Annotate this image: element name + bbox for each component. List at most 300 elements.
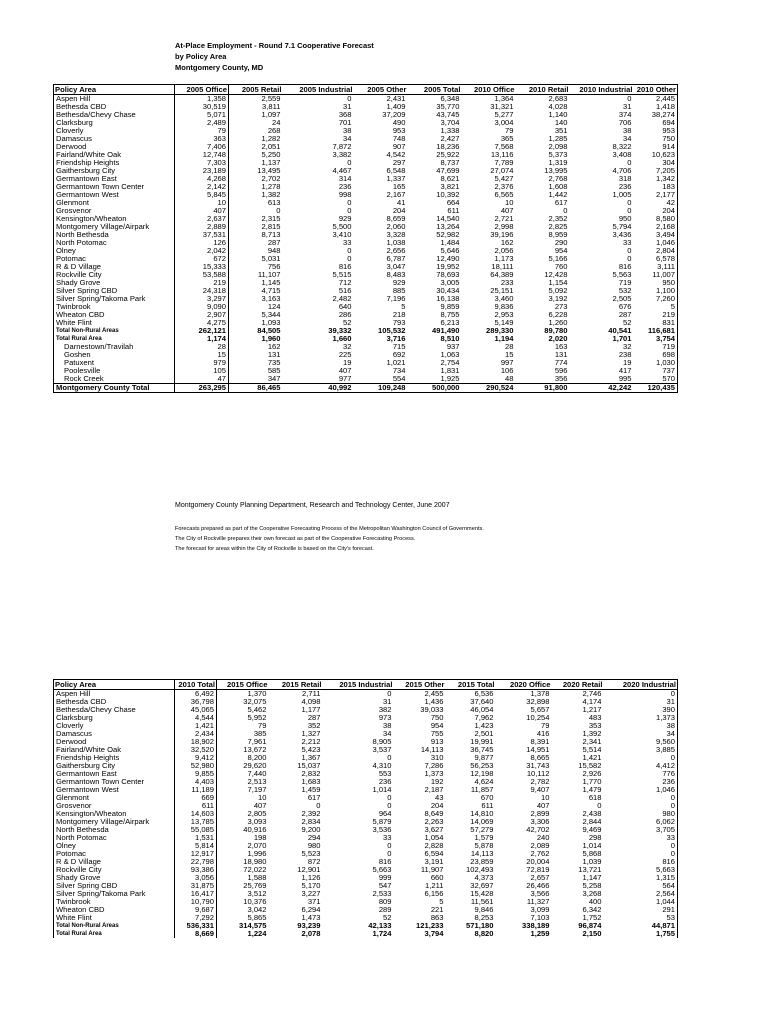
- cell-value: 10,392: [436, 191, 460, 199]
- row-label: Silver Spring/Takoma Park: [54, 295, 175, 303]
- cell-value: 950: [634, 279, 678, 287]
- cell-value: 5,277: [494, 111, 514, 119]
- cell-value: 13,264: [436, 223, 460, 231]
- cell-value: 6,565: [494, 191, 514, 199]
- cell-value: 6,594: [424, 850, 444, 858]
- cell-value: 1,194: [494, 335, 514, 343]
- cell-value: 1,327: [301, 730, 321, 738]
- cell-value: 611: [175, 802, 217, 810]
- cell-value: 872: [307, 858, 321, 866]
- cell-value: 2,427: [440, 135, 460, 143]
- column-header-row: [54, 85, 678, 95]
- cell-value: 39,033: [420, 706, 444, 714]
- row-label: Total Rural Area: [54, 335, 175, 343]
- cell-value: 31,321: [490, 103, 514, 111]
- cell-value: 1,409: [386, 103, 406, 111]
- table-row-fairland-white-oak: [54, 746, 678, 754]
- cell-value: 1,660: [332, 335, 352, 343]
- cell-value: 10: [541, 794, 550, 802]
- cell-value: 1,177: [301, 706, 321, 714]
- row-label: Total Non-Rural Areas: [54, 327, 175, 335]
- cell-value: 52,982: [436, 231, 460, 239]
- cell-value: 23,859: [470, 858, 494, 866]
- cell-value: 286: [338, 311, 352, 319]
- cell-value: 2,352: [548, 215, 568, 223]
- cell-value: 6,294: [301, 906, 321, 914]
- cell-value: 32,898: [526, 698, 550, 706]
- cell-value: 238: [618, 351, 632, 359]
- row-label: Aspen Hill: [54, 690, 175, 699]
- cell-value: 38: [604, 722, 678, 730]
- cell-value: 748: [392, 135, 406, 143]
- cell-value: 1,005: [612, 191, 632, 199]
- cell-value: 12,901: [297, 866, 321, 874]
- table-row-olney: [54, 842, 678, 850]
- cell-value: 2,637: [175, 215, 229, 223]
- cell-value: 1,373: [604, 714, 678, 722]
- footnote-2: The City of Rockville prepares their own forecast as part of the Cooperative Forecasting Process.: [175, 536, 416, 542]
- row-label: Gaithersburg City: [54, 762, 175, 770]
- cell-value: 3,705: [604, 826, 678, 834]
- cell-value: 365: [500, 135, 514, 143]
- cell-value: 11,107: [257, 271, 281, 279]
- cell-value: 7,260: [634, 295, 678, 303]
- cell-value: 102,493: [466, 866, 494, 874]
- cell-value: 3,306: [530, 818, 550, 826]
- cell-value: 32: [623, 343, 632, 351]
- cell-value: 8,959: [548, 231, 568, 239]
- cell-value: 79: [505, 127, 514, 135]
- table-row-glenmont: [54, 199, 678, 207]
- cell-value: 40,992: [283, 384, 354, 393]
- cell-value: 0: [347, 247, 352, 255]
- cell-value: 25,151: [490, 287, 514, 295]
- cell-value: 6,213: [440, 319, 460, 327]
- cell-value: 5,031: [261, 255, 281, 263]
- cell-value: 8,820: [474, 930, 494, 938]
- cell-value: 273: [554, 303, 568, 311]
- cell-value: 7,961: [247, 738, 267, 746]
- cell-value: 2,804: [634, 247, 678, 255]
- row-label: Shady Grove: [54, 874, 175, 882]
- cell-value: 4,098: [301, 698, 321, 706]
- cell-value: 39,332: [328, 327, 352, 335]
- cell-value: 400: [588, 898, 602, 906]
- cell-value: 483: [588, 714, 602, 722]
- cell-value: 5,344: [261, 311, 281, 319]
- cell-value: 3,704: [440, 119, 460, 127]
- cell-value: 973: [378, 714, 392, 722]
- table-row-north-potomac: [54, 239, 678, 247]
- cell-value: 7,303: [175, 159, 229, 167]
- table-row-friendship-heights: [54, 159, 678, 167]
- table-row-silver-spring-cbd: [54, 882, 678, 890]
- table-row-bethesda-chevy-chase: [54, 111, 678, 119]
- cell-value: 105: [175, 367, 229, 375]
- cell-value: 204: [430, 802, 444, 810]
- cell-value: 5,250: [261, 151, 281, 159]
- cell-value: 2005 Total: [408, 85, 462, 95]
- row-label: Twinbrook: [54, 303, 175, 311]
- cell-value: 701: [338, 119, 352, 127]
- cell-value: 6,156: [424, 890, 444, 898]
- cell-value: 3,754: [634, 335, 678, 343]
- cell-value: 3,099: [530, 906, 550, 914]
- cell-value: 93,239: [297, 922, 321, 930]
- cell-value: 26,466: [526, 882, 550, 890]
- employment-table-2005-2010: [53, 84, 678, 393]
- cell-value: 38: [343, 127, 352, 135]
- cell-value: 1,752: [582, 914, 602, 922]
- cell-value: 5,092: [548, 287, 568, 295]
- cell-value: 290: [554, 239, 568, 247]
- cell-value: 2,060: [386, 223, 406, 231]
- cell-value: 1,382: [261, 191, 281, 199]
- cell-value: 2,533: [372, 890, 392, 898]
- cell-value: 516: [338, 287, 352, 295]
- cell-value: 5,663: [372, 866, 392, 874]
- employment-table-2010-2020: [53, 679, 678, 938]
- cell-value: 1,392: [582, 730, 602, 738]
- cell-value: 0: [387, 850, 392, 858]
- row-label: Wheaton CBD: [54, 906, 175, 914]
- cell-value: 995: [618, 375, 632, 383]
- cell-value: 356: [554, 375, 568, 383]
- cell-value: 287: [267, 239, 281, 247]
- cell-value: 1,436: [424, 698, 444, 706]
- cell-value: 14,069: [470, 818, 494, 826]
- cell-value: 10,623: [634, 151, 678, 159]
- cell-value: 28: [175, 343, 229, 351]
- cell-value: 5,071: [175, 111, 229, 119]
- cell-value: 2005 Retail: [229, 85, 283, 95]
- row-label: Patuxent: [54, 359, 175, 367]
- cell-value: 34: [623, 135, 632, 143]
- cell-value: 596: [554, 367, 568, 375]
- cell-value: 676: [618, 303, 632, 311]
- cell-value: 19: [623, 359, 632, 367]
- cell-value: 41: [397, 199, 406, 207]
- cell-value: 1,925: [440, 375, 460, 383]
- cell-value: 1,224: [247, 930, 267, 938]
- cell-value: 8,649: [424, 810, 444, 818]
- cell-value: 318: [618, 175, 632, 183]
- cell-value: 980: [604, 810, 678, 818]
- cell-value: 1,421: [175, 722, 217, 730]
- cell-value: 692: [392, 351, 406, 359]
- cell-value: 8,510: [440, 335, 460, 343]
- row-label: Rockville City: [54, 866, 175, 874]
- cell-value: 8,200: [247, 754, 267, 762]
- cell-value: 6,578: [634, 255, 678, 263]
- cell-value: 913: [430, 738, 444, 746]
- table-row-montgomery-village-airpark: [54, 818, 678, 826]
- cell-value: 5,952: [247, 714, 267, 722]
- cell-value: 1,174: [175, 335, 229, 343]
- cell-value: 2,177: [634, 191, 678, 199]
- table-row-north-potomac: [54, 834, 678, 842]
- cell-value: 2015 Other: [394, 680, 446, 690]
- cell-value: 4,467: [332, 167, 352, 175]
- cell-value: 2,455: [424, 689, 444, 698]
- cell-value: 43,745: [436, 111, 460, 119]
- cell-value: 5,373: [548, 151, 568, 159]
- cell-value: 719: [634, 343, 678, 351]
- cell-value: 0: [597, 802, 602, 810]
- cell-value: 3,566: [530, 890, 550, 898]
- cell-value: 368: [338, 111, 352, 119]
- table-row-germantown-east: [54, 175, 678, 183]
- row-label: Goshen: [54, 351, 175, 359]
- cell-value: 27,074: [490, 167, 514, 175]
- cell-value: 78,693: [436, 271, 460, 279]
- cell-value: 140: [554, 119, 568, 127]
- table-row-fairland-white-oak: [54, 151, 678, 159]
- table-row-damascus: [54, 730, 678, 738]
- cell-value: 3,328: [386, 231, 406, 239]
- cell-value: 1,683: [301, 778, 321, 786]
- cell-value: 5,427: [494, 175, 514, 183]
- cell-value: 664: [446, 199, 460, 207]
- row-label: Germantown West: [54, 191, 175, 199]
- cell-value: 7,440: [247, 770, 267, 778]
- cell-value: 304: [634, 159, 678, 167]
- table-row-potomac: [54, 255, 678, 263]
- cell-value: 0: [347, 207, 352, 215]
- cell-value: 236: [618, 183, 632, 191]
- cell-value: 948: [267, 247, 281, 255]
- cell-value: 2,926: [582, 770, 602, 778]
- cell-value: 4,028: [548, 103, 568, 111]
- table-row-bethesda-cbd: [54, 103, 678, 111]
- cell-value: 1,145: [261, 279, 281, 287]
- table-row-germantown-west: [54, 191, 678, 199]
- cell-value: 831: [634, 319, 678, 327]
- cell-value: 290,524: [462, 384, 516, 393]
- cell-value: 750: [430, 714, 444, 722]
- cell-value: 13,995: [544, 167, 568, 175]
- table-row-cloverly: [54, 127, 678, 135]
- cell-value: 1,038: [386, 239, 406, 247]
- cell-value: 44,871: [604, 922, 678, 930]
- cell-value: 204: [634, 207, 678, 215]
- cell-value: 2,187: [424, 786, 444, 794]
- cell-value: 15,428: [470, 890, 494, 898]
- cell-value: 1,701: [612, 335, 632, 343]
- cell-value: 11,907: [420, 866, 444, 874]
- cell-value: 352: [307, 722, 321, 730]
- row-label: North Potomac: [54, 239, 175, 247]
- cell-value: 31: [343, 103, 352, 111]
- cell-value: 56,253: [470, 762, 494, 770]
- cell-value: 1,579: [474, 834, 494, 842]
- cell-value: 7,872: [332, 143, 352, 151]
- cell-value: 3,005: [440, 279, 460, 287]
- row-label: Wheaton CBD: [54, 311, 175, 319]
- cell-value: 7,568: [494, 143, 514, 151]
- cell-value: 7,197: [247, 786, 267, 794]
- row-label: Montgomery Village/Airpark: [54, 223, 175, 231]
- cell-value: 18,236: [436, 143, 460, 151]
- cell-value: 13,721: [578, 866, 602, 874]
- cell-value: 6,548: [386, 167, 406, 175]
- cell-value: 294: [307, 834, 321, 842]
- cell-value: 371: [307, 898, 321, 906]
- cell-value: 2,078: [301, 930, 321, 938]
- cell-value: 2,828: [424, 842, 444, 850]
- table-row-bethesda-cbd: [54, 698, 678, 706]
- cell-value: 40,541: [608, 327, 632, 335]
- cell-value: 6,342: [582, 906, 602, 914]
- row-label: Silver Spring/Takoma Park: [54, 890, 175, 898]
- cell-value: 816: [618, 263, 632, 271]
- cell-value: 1,319: [548, 159, 568, 167]
- column-header-row: [54, 680, 678, 690]
- cell-value: 289,330: [486, 327, 514, 335]
- cell-value: 950: [618, 215, 632, 223]
- report-subtitle: by Policy Area: [175, 52, 227, 61]
- cell-value: 57,279: [470, 826, 494, 834]
- cell-value: 52,980: [175, 762, 217, 770]
- footnote-3: The forecast for areas within the City of Rockville is based on the City's forecast.: [175, 546, 374, 552]
- cell-value: 9,846: [474, 906, 494, 914]
- cell-value: 3,436: [612, 231, 632, 239]
- cell-value: 407: [175, 207, 229, 215]
- cell-value: 2015 Retail: [269, 680, 323, 690]
- cell-value: 0: [387, 689, 392, 698]
- cell-value: 2,263: [424, 818, 444, 826]
- row-label: Rock Creek: [54, 375, 175, 384]
- cell-value: 2005 Office: [175, 85, 229, 95]
- cell-value: 1,173: [494, 255, 514, 263]
- cell-value: 1,342: [634, 175, 678, 183]
- cell-value: 8,253: [474, 914, 494, 922]
- cell-value: 2,953: [494, 311, 514, 319]
- cell-value: 2,212: [301, 738, 321, 746]
- cell-value: 42,133: [368, 922, 392, 930]
- cell-value: 7,406: [175, 143, 229, 151]
- table-row-bethesda-chevy-chase: [54, 706, 678, 714]
- table-row-germantown-east: [54, 770, 678, 778]
- cell-value: 2,832: [301, 770, 321, 778]
- cell-value: 121,233: [416, 922, 444, 930]
- cell-value: 37,209: [382, 111, 406, 119]
- cell-value: 23,189: [175, 167, 229, 175]
- table-row-potomac: [54, 850, 678, 858]
- cell-value: 298: [588, 834, 602, 842]
- cell-value: 0: [627, 159, 632, 167]
- cell-value: 532: [618, 287, 632, 295]
- cell-value: 19,991: [470, 738, 494, 746]
- table-row-white-flint: [54, 914, 678, 922]
- cell-value: 162: [267, 343, 281, 351]
- cell-value: 12,198: [470, 770, 494, 778]
- cell-value: 1,473: [301, 914, 321, 922]
- cell-value: 2,020: [548, 335, 568, 343]
- cell-value: 4,624: [474, 778, 494, 786]
- cell-value: 5,514: [582, 746, 602, 754]
- row-label: Germantown East: [54, 770, 175, 778]
- table-row-wheaton-cbd: [54, 311, 678, 319]
- cell-value: 3,227: [301, 890, 321, 898]
- cell-value: 9,877: [474, 754, 494, 762]
- cell-value: 20,004: [526, 858, 550, 866]
- cell-value: 3,111: [634, 263, 678, 271]
- county-total-row: [54, 384, 678, 393]
- cell-value: 14,113: [420, 746, 444, 754]
- cell-value: 1,770: [582, 778, 602, 786]
- cell-value: 9,090: [175, 303, 229, 311]
- cell-value: 32,075: [243, 698, 267, 706]
- cell-value: 1,140: [548, 111, 568, 119]
- cell-value: 1,046: [604, 786, 678, 794]
- cell-value: 3,494: [634, 231, 678, 239]
- cell-value: 16,417: [175, 890, 217, 898]
- cell-value: 31,875: [175, 882, 217, 890]
- total-non-rural-row: [54, 922, 678, 930]
- cell-value: 4,412: [604, 762, 678, 770]
- cell-value: 719: [618, 279, 632, 287]
- table-row-shady-grove: [54, 279, 678, 287]
- cell-value: 38: [623, 127, 632, 135]
- row-label: Bethesda/Chevy Chase: [54, 706, 175, 714]
- cell-value: 2020 Industrial: [604, 680, 678, 690]
- cell-value: 93,386: [175, 866, 217, 874]
- cell-value: 35,770: [436, 103, 460, 111]
- table-row-glenmont: [54, 794, 678, 802]
- row-label: Fairland/White Oak: [54, 151, 175, 159]
- row-label: Olney: [54, 247, 175, 255]
- cell-value: 2,998: [494, 223, 514, 231]
- cell-value: 36,745: [470, 746, 494, 754]
- cell-value: 407: [536, 802, 550, 810]
- cell-value: 287: [307, 714, 321, 722]
- cell-value: 8,580: [634, 215, 678, 223]
- cell-value: 338,189: [522, 922, 550, 930]
- row-label: Olney: [54, 842, 175, 850]
- source-note: Montgomery County Planning Department, Research and Technology Center, June 2007: [175, 502, 450, 509]
- cell-value: 500,000: [408, 384, 462, 393]
- cell-value: 1,588: [247, 874, 267, 882]
- cell-value: 1,044: [604, 898, 678, 906]
- cell-value: 2,482: [332, 295, 352, 303]
- cell-value: 32: [343, 343, 352, 351]
- cell-value: 79: [541, 722, 550, 730]
- cell-value: 914: [634, 143, 678, 151]
- cell-value: 24: [272, 119, 281, 127]
- cell-value: 14,113: [470, 850, 494, 858]
- cell-value: 2015 Total: [446, 680, 496, 690]
- cell-value: 30,519: [175, 103, 229, 111]
- cell-value: 2,051: [261, 143, 281, 151]
- cell-value: 553: [378, 770, 392, 778]
- cell-value: 4,275: [175, 319, 229, 327]
- cell-value: 3,268: [582, 890, 602, 898]
- table-row-damascus: [54, 135, 678, 143]
- cell-value: 2,489: [175, 119, 229, 127]
- cell-value: 6,536: [474, 689, 494, 698]
- cell-value: 39,196: [490, 231, 514, 239]
- row-label: Bethesda CBD: [54, 103, 175, 111]
- row-label: Potomac: [54, 255, 175, 263]
- cell-value: 314: [338, 175, 352, 183]
- cell-value: 363: [175, 135, 229, 143]
- cell-value: 793: [392, 319, 406, 327]
- cell-value: 3,191: [424, 858, 444, 866]
- cell-value: 613: [267, 199, 281, 207]
- cell-value: 31: [623, 103, 632, 111]
- cell-value: 5: [439, 898, 444, 906]
